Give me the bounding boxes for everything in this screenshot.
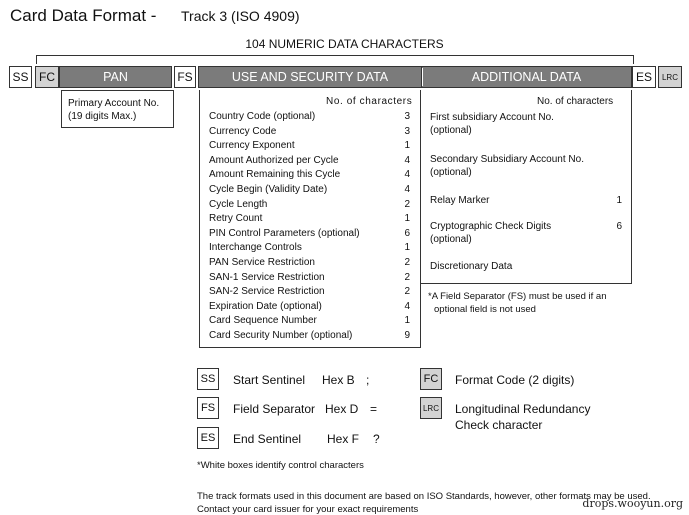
diagram-title: Card Data Format -	[10, 6, 157, 25]
use-security-row-label: Cycle Length	[209, 198, 268, 210]
legend-es-char: ?	[373, 432, 380, 446]
use-security-row-count: 1	[404, 315, 410, 327]
use-security-row-count: 2	[404, 257, 410, 268]
use-security-row-label: Cycle Begin (Validity Date)	[209, 184, 328, 195]
additional-row-label: Relay Marker	[430, 195, 490, 206]
use-security-box	[199, 90, 421, 348]
legend-es-text: End Sentinel	[233, 432, 302, 446]
additional-row-sublabel: (optional)	[430, 167, 472, 178]
legend-fs-box: FS	[197, 397, 219, 419]
watermark: drops.wooyun.org	[582, 497, 683, 510]
legend-es-box: ES	[197, 427, 219, 449]
additional-row-label: Discretionary Data	[430, 261, 513, 272]
legend-lrc-text-2: Check character	[455, 418, 543, 432]
use-security-row-label: Currency Code	[209, 125, 277, 137]
use-security-row-label: Currency Exponent	[209, 140, 295, 152]
legend-fs-hex: Hex D	[325, 402, 359, 416]
segment-fc: FC	[35, 66, 59, 88]
use-security-row-label: Retry Count	[209, 213, 263, 225]
white-boxes-note: *White boxes identify control characters	[197, 460, 364, 471]
additional-data-box	[421, 90, 632, 284]
segment-lrc: LRC	[658, 66, 682, 88]
use-security-row-label: Card Security Number (optional)	[209, 330, 353, 341]
segment-fs: FS	[174, 66, 196, 88]
legend-fc-box: FC	[420, 368, 442, 390]
use-security-row-count: 3	[404, 111, 410, 122]
use-security-row-count: 4	[404, 300, 410, 312]
footer-line-2: Contact your card issuer for your exact requirements	[197, 504, 419, 515]
use-security-row-count: 4	[404, 169, 410, 181]
use-security-row-count: 4	[404, 184, 410, 195]
use-security-row-label: Interchange Controls	[209, 242, 302, 254]
segment-ss: SS	[9, 66, 32, 88]
legend-ss-box: SS	[197, 368, 219, 390]
use-security-row-label: Amount Remaining this Cycle	[209, 169, 341, 181]
legend-ss-char: ;	[366, 373, 370, 387]
fs-note-line-1: *A Field Separator (FS) must be used if an	[428, 291, 607, 302]
track-bar	[9, 66, 683, 90]
pan-line-1: Primary Account No.	[68, 98, 160, 109]
fs-note-line-2: optional field is not used	[434, 304, 536, 315]
segment-pan: PAN	[59, 66, 172, 88]
diagram-subtitle: Track 3 (ISO 4909)	[181, 8, 300, 24]
additional-row-label: Cryptographic Check Digits	[430, 221, 552, 232]
use-security-row-count: 2	[404, 198, 410, 210]
use-security-row-label: Expiration Date (optional)	[209, 300, 322, 312]
use-security-row-count: 2	[404, 271, 410, 283]
use-security-row-label: Amount Authorized per Cycle	[209, 154, 339, 166]
use-security-row-label: PIN Control Parameters (optional)	[209, 227, 360, 239]
use-security-row-label: Card Sequence Number	[209, 315, 317, 327]
additional-row-count: 6	[616, 221, 622, 232]
span-bracket	[36, 55, 634, 64]
legend-es-hex: Hex F	[327, 432, 360, 446]
legend-fs-char: =	[370, 402, 378, 416]
pan-line-2: (19 digits Max.)	[68, 111, 137, 122]
legend-fc-text: Format Code (2 digits)	[455, 373, 575, 387]
legend-ss-text: Start Sentinel	[233, 373, 306, 387]
use-security-row-label: SAN-2 Service Restriction	[209, 286, 325, 298]
use-security-row-count: 1	[404, 140, 410, 152]
use-security-row-label: Country Code (optional)	[209, 111, 316, 122]
use-security-row-label: PAN Service Restriction	[209, 257, 315, 268]
use-security-row-count: 1	[404, 242, 410, 254]
use-security-row-label: SAN-1 Service Restriction	[209, 271, 325, 283]
additional-row-label: Secondary Subsidiary Account No.	[430, 154, 584, 165]
additional-header: No. of characters	[537, 96, 614, 107]
segment-divider	[422, 68, 423, 86]
use-security-row-count: 9	[404, 330, 410, 341]
additional-row-label: First subsidiary Account No.	[430, 112, 554, 123]
use-security-row-count: 3	[404, 125, 410, 137]
use-security-row-count: 1	[404, 213, 410, 225]
footer-line-1: The track formats used in this document are based on ISO Standards, however, other formats may be used.	[197, 491, 651, 502]
use-security-header: No. of characters	[326, 96, 413, 107]
pan-detail-box	[61, 90, 174, 128]
segment-additional: ADDITIONAL DATA	[422, 66, 632, 88]
legend-lrc-box: LRC	[420, 397, 442, 419]
additional-row-sublabel: (optional)	[430, 125, 472, 136]
span-label: 104 NUMERIC DATA CHARACTERS	[245, 37, 444, 51]
segment-es: ES	[632, 66, 656, 88]
use-security-row-count: 4	[404, 154, 410, 166]
use-security-row-count: 2	[404, 286, 410, 298]
segment-use-security: USE AND SECURITY DATA	[198, 66, 422, 88]
additional-row-count: 1	[616, 195, 622, 206]
legend-ss-hex: Hex B	[322, 373, 355, 387]
legend-fs-text: Field Separator	[233, 402, 316, 416]
use-security-row-count: 6	[404, 227, 410, 239]
legend-lrc-text-1: Longitudinal Redundancy	[455, 402, 591, 416]
additional-row-sublabel: (optional)	[430, 234, 472, 245]
